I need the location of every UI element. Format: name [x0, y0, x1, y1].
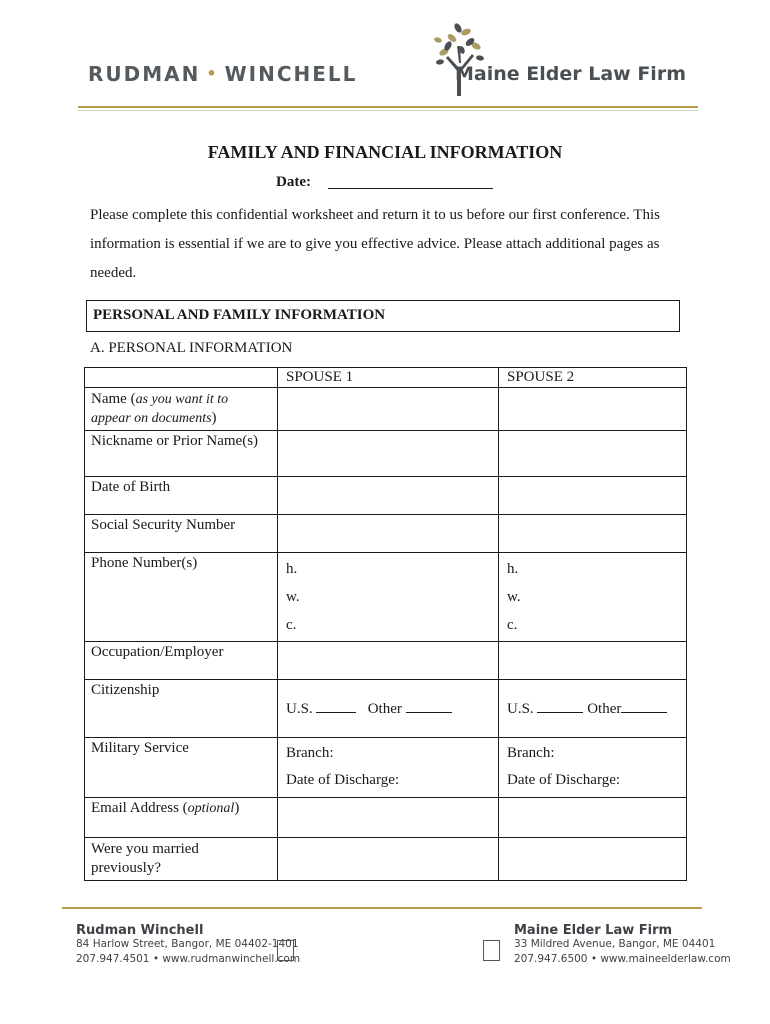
personal-info-table	[84, 367, 687, 881]
subsection-title: A. PERSONAL INFORMATION	[90, 340, 293, 356]
name-label-close: )	[211, 410, 217, 426]
name-label-hint: as you want it to appear on documents	[91, 392, 229, 426]
spouse-2-military-field[interactable]	[499, 738, 687, 798]
spouse-2-ssn-field[interactable]	[499, 515, 687, 553]
footer-left-name: Rudman Winchell	[76, 923, 204, 938]
nickname-label: Nickname or Prior Name(s)	[85, 431, 278, 477]
date-field[interactable]	[328, 188, 493, 189]
spouse-2-name-field[interactable]	[499, 388, 687, 431]
us-option-label: U.S.	[286, 701, 313, 717]
spouse-1-married-field[interactable]	[278, 838, 499, 881]
citizenship-label: Citizenship	[85, 680, 278, 738]
header-blank-cell	[85, 368, 278, 388]
spouse-1-phone-field[interactable]	[278, 553, 499, 642]
spouse-2-nickname-field[interactable]	[499, 431, 687, 477]
intro-paragraph: Please complete this confidential worksheet and return it to us before our first conference. This information is essential if we are to give you effective advice. Please attach additional pages as needed.	[90, 207, 660, 281]
name-label	[85, 388, 278, 431]
discharge-label: Date of Discharge:	[507, 772, 621, 788]
spouse-2-citizenship-field[interactable]	[499, 680, 687, 738]
email-label	[85, 798, 278, 838]
footer-left-address: 84 Harlow Street, Bangor, ME 04402-1401	[76, 938, 299, 950]
us-option-label: U.S.	[507, 701, 534, 717]
page-title: FAMILY AND FINANCIAL INFORMATION	[207, 142, 563, 162]
spouse-1-ssn-field[interactable]	[278, 515, 499, 553]
email-label-hint: optional	[187, 801, 235, 816]
married-label: Were you married previously?	[85, 838, 278, 881]
footer-left-square-icon	[277, 940, 294, 961]
table-row-occupation	[85, 642, 687, 680]
phone-home-label: h.	[286, 561, 298, 577]
footer-right-name: Maine Elder Law Firm	[514, 923, 673, 938]
table-row-name	[85, 388, 687, 431]
phone-work-label: w.	[507, 589, 521, 605]
spouse-1-nickname-field[interactable]	[278, 431, 499, 477]
spouse-2-phone-field[interactable]	[499, 553, 687, 642]
branch-label: Branch:	[507, 745, 555, 761]
header-gray-rule	[78, 110, 698, 111]
footer-gold-rule	[62, 907, 702, 909]
spouse-1-dob-field[interactable]	[278, 477, 499, 515]
phone-cell-label: c.	[507, 617, 518, 633]
name-label-text: Name (	[91, 391, 136, 407]
table-row-nickname	[85, 431, 687, 477]
spouse-1-email-field[interactable]	[278, 798, 499, 838]
spouse-1-occupation-field[interactable]	[278, 642, 499, 680]
ssn-label: Social Security Number	[85, 515, 278, 553]
tree-logo-icon	[424, 18, 494, 98]
branch-label: Branch:	[286, 745, 334, 761]
table-row-ssn	[85, 515, 687, 553]
spouse-2-occupation-field[interactable]	[499, 642, 687, 680]
discharge-label: Date of Discharge:	[286, 772, 400, 788]
date-label: Date:	[276, 174, 311, 190]
spouse-1-header: SPOUSE 1	[278, 368, 499, 388]
spouse-1-military-field[interactable]	[278, 738, 499, 798]
us-blank[interactable]	[537, 700, 583, 713]
footer-right-contact: 207.947.6500 • www.maineelderlaw.com	[514, 953, 731, 965]
rudman-winchell-logo	[88, 62, 357, 86]
us-blank[interactable]	[316, 700, 356, 713]
dob-label: Date of Birth	[85, 477, 278, 515]
footer-left-contact: 207.947.4501 • www.rudmanwinchell.com	[76, 953, 301, 965]
spouse-2-email-field[interactable]	[499, 798, 687, 838]
footer-right-address: 33 Mildred Avenue, Bangor, ME 04401	[514, 938, 716, 950]
phone-home-label: h.	[507, 561, 519, 577]
email-label-close: )	[234, 800, 240, 816]
section-heading-box	[86, 300, 680, 332]
brand-separator-dot: •	[206, 64, 219, 83]
table-row-married	[85, 838, 687, 881]
table-row-dob	[85, 477, 687, 515]
other-blank[interactable]	[621, 700, 667, 713]
spouse-2-dob-field[interactable]	[499, 477, 687, 515]
table-row-military	[85, 738, 687, 798]
footer-right-square-icon	[483, 940, 500, 961]
phone-work-label: w.	[286, 589, 300, 605]
occupation-label: Occupation/Employer	[85, 642, 278, 680]
brand-left-word-1: RUDMAN	[88, 62, 201, 86]
table-header-row	[85, 368, 687, 388]
email-label-text: Email Address (	[91, 800, 188, 816]
spouse-2-married-field[interactable]	[499, 838, 687, 881]
spouse-1-name-field[interactable]	[278, 388, 499, 431]
header-gold-rule	[78, 106, 698, 108]
table-row-email	[85, 798, 687, 838]
spouse-1-citizenship-field[interactable]	[278, 680, 499, 738]
spouse-2-header: SPOUSE 2	[499, 368, 687, 388]
other-option-label: Other	[367, 701, 402, 717]
other-option-label: Other	[587, 701, 622, 717]
other-blank[interactable]	[406, 700, 452, 713]
brand-left-word-2: WINCHELL	[224, 62, 358, 86]
military-label: Military Service	[85, 738, 278, 798]
phone-label: Phone Number(s)	[85, 553, 278, 642]
maine-elder-law-logo-text: Maine Elder Law Firm	[455, 63, 686, 85]
table-row-citizenship	[85, 680, 687, 738]
phone-cell-label: c.	[286, 617, 297, 633]
section-title: PERSONAL AND FAMILY INFORMATION	[93, 307, 386, 323]
table-row-phone	[85, 553, 687, 642]
